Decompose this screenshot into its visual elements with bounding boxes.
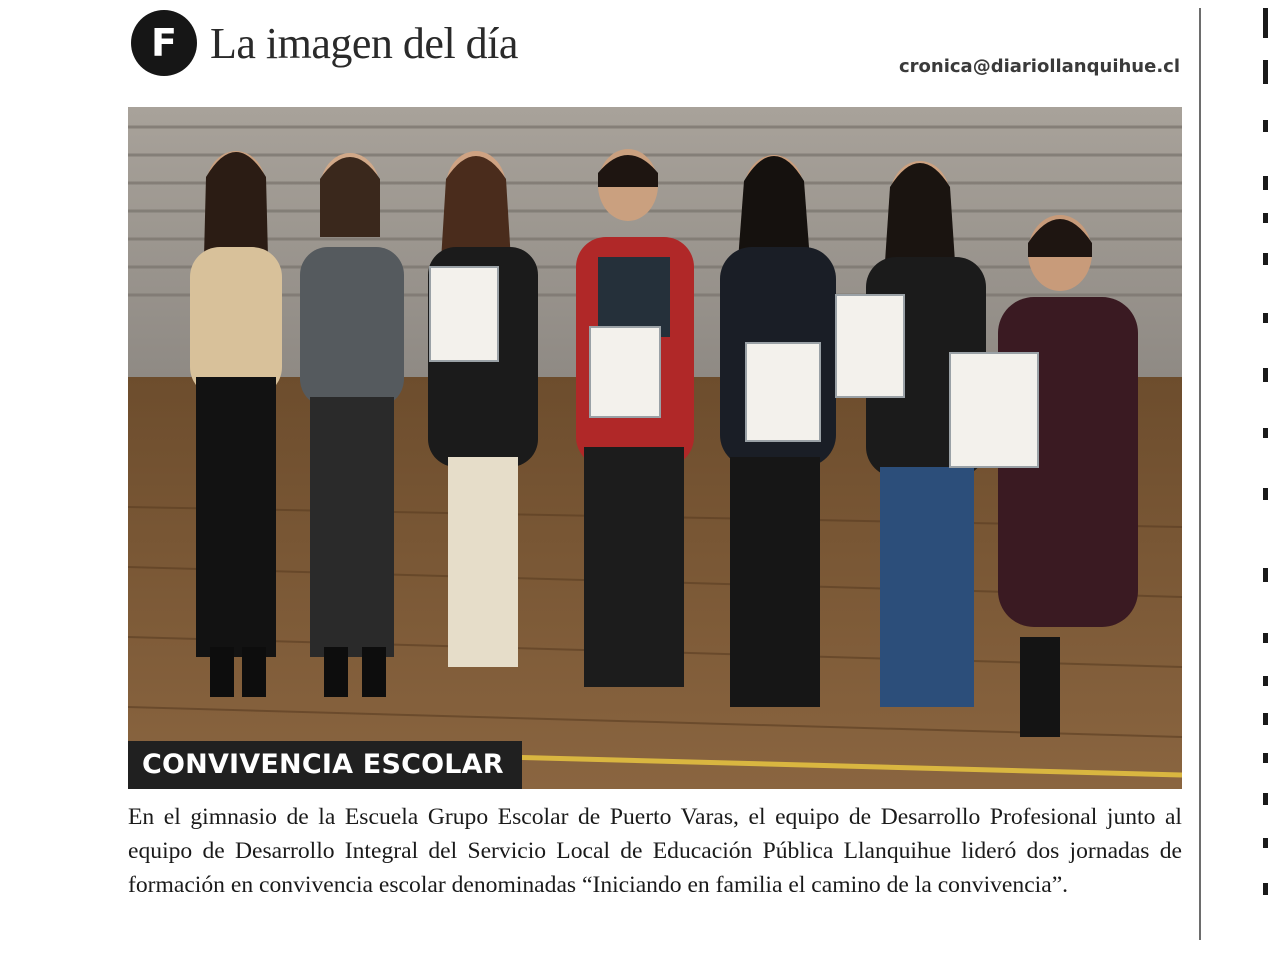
section-title: La imagen del día xyxy=(210,19,518,68)
section-badge: F xyxy=(131,10,197,76)
photo-caption: En el gimnasio de la Escuela Grupo Escolar de Puerto Varas, el equipo de Desarrollo Profesional junto al equipo de Desarrollo Integral del Servicio Local de Educación Pública Llanquihue lideró dos jornadas de formación en convivencia escolar denominadas “Iniciando en familia el camino de la convivencia”. xyxy=(128,804,1182,898)
caption-tag: CONVIVENCIA ESCOLAR xyxy=(128,741,522,789)
adjacent-column-edge xyxy=(1263,8,1268,948)
photo-icon xyxy=(128,107,1182,789)
contact-email: cronica@diariollanquihue.cl xyxy=(898,56,1180,77)
column-rule xyxy=(1199,8,1201,940)
group-photo xyxy=(128,107,1182,789)
